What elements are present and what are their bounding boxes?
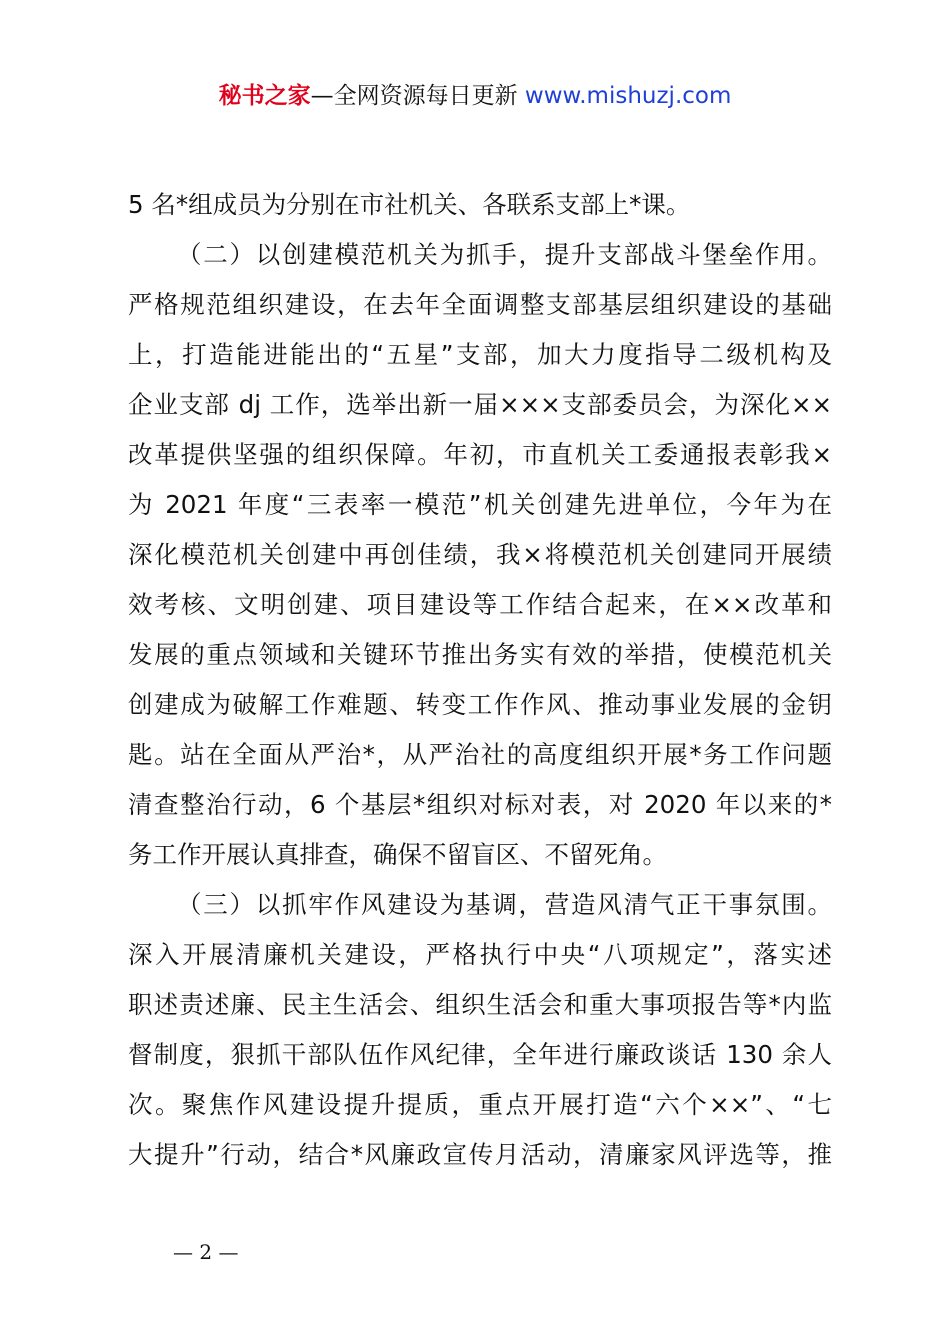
text-line: 深入开展清廉机关建设，严格执行中央“八项规定”，落实述 — [128, 940, 832, 969]
document-body — [128, 180, 832, 1180]
text-line: 发展的重点领域和关键环节推出务实有效的举措，使模范机关 — [128, 640, 832, 669]
text-line: 职述责述廉、民主生活会、组织生活会和重大事项报告等*内监 — [128, 990, 832, 1019]
text-line: 5 名*组成员为分别在市社机关、各联系支部上*课。 — [128, 190, 691, 219]
section-heading: （三）以抓牢作风建设为基调，营造风清气正干事氛围。 — [177, 890, 832, 919]
text-line: 严格规范组织建设，在去年全面调整支部基层组织建设的基础 — [128, 290, 832, 319]
text-line: 创建成为破解工作难题、转变工作作风、推动事业发展的金钥 — [128, 690, 832, 719]
page-number: — 2 — — [173, 1240, 239, 1264]
text-line: 匙。站在全面从严治*，从严治社的高度组织开展*务工作问题 — [128, 740, 832, 769]
text-line: 深化模范机关创建中再创佳绩，我×将模范机关创建同开展绩 — [128, 540, 832, 569]
text-line: 督制度，狠抓干部队伍作风纪律，全年进行廉政谈话 130 余人 — [128, 1040, 832, 1069]
text-line: 为 2021 年度“三表率一模范”机关创建先进单位，今年为在 — [128, 490, 832, 519]
site-brand: 秘书之家 — [218, 83, 311, 109]
text-line: 企业支部 dj 工作，选举出新一届×××支部委员会，为深化×× — [128, 390, 832, 419]
text-line: 次。聚焦作风建设提升提质，重点开展打造“六个××”、“七 — [128, 1090, 832, 1119]
text-line: 效考核、文明创建、项目建设等工作结合起来，在××改革和 — [128, 590, 832, 619]
section-heading: （二）以创建模范机关为抓手，提升支部战斗堡垒作用。 — [177, 240, 832, 269]
site-slogan: —全网资源每日更新 — [310, 83, 518, 109]
text-line: 务工作开展认真排查，确保不留盲区、不留死角。 — [128, 840, 667, 869]
site-url-link[interactable]: www.mishuzj.com — [524, 83, 732, 109]
text-line: 大提升”行动，结合*风廉政宣传月活动，清廉家风评选等，推 — [128, 1140, 832, 1169]
text-line: 上，打造能进能出的“五星”支部，加大力度指导二级机构及 — [128, 340, 832, 369]
text-line: 清查整治行动，6 个基层*组织对标对表，对 2020 年以来的* — [128, 790, 832, 819]
site-header — [0, 80, 950, 112]
text-line: 改革提供坚强的组织保障。年初，市直机关工委通报表彰我× — [128, 440, 832, 469]
